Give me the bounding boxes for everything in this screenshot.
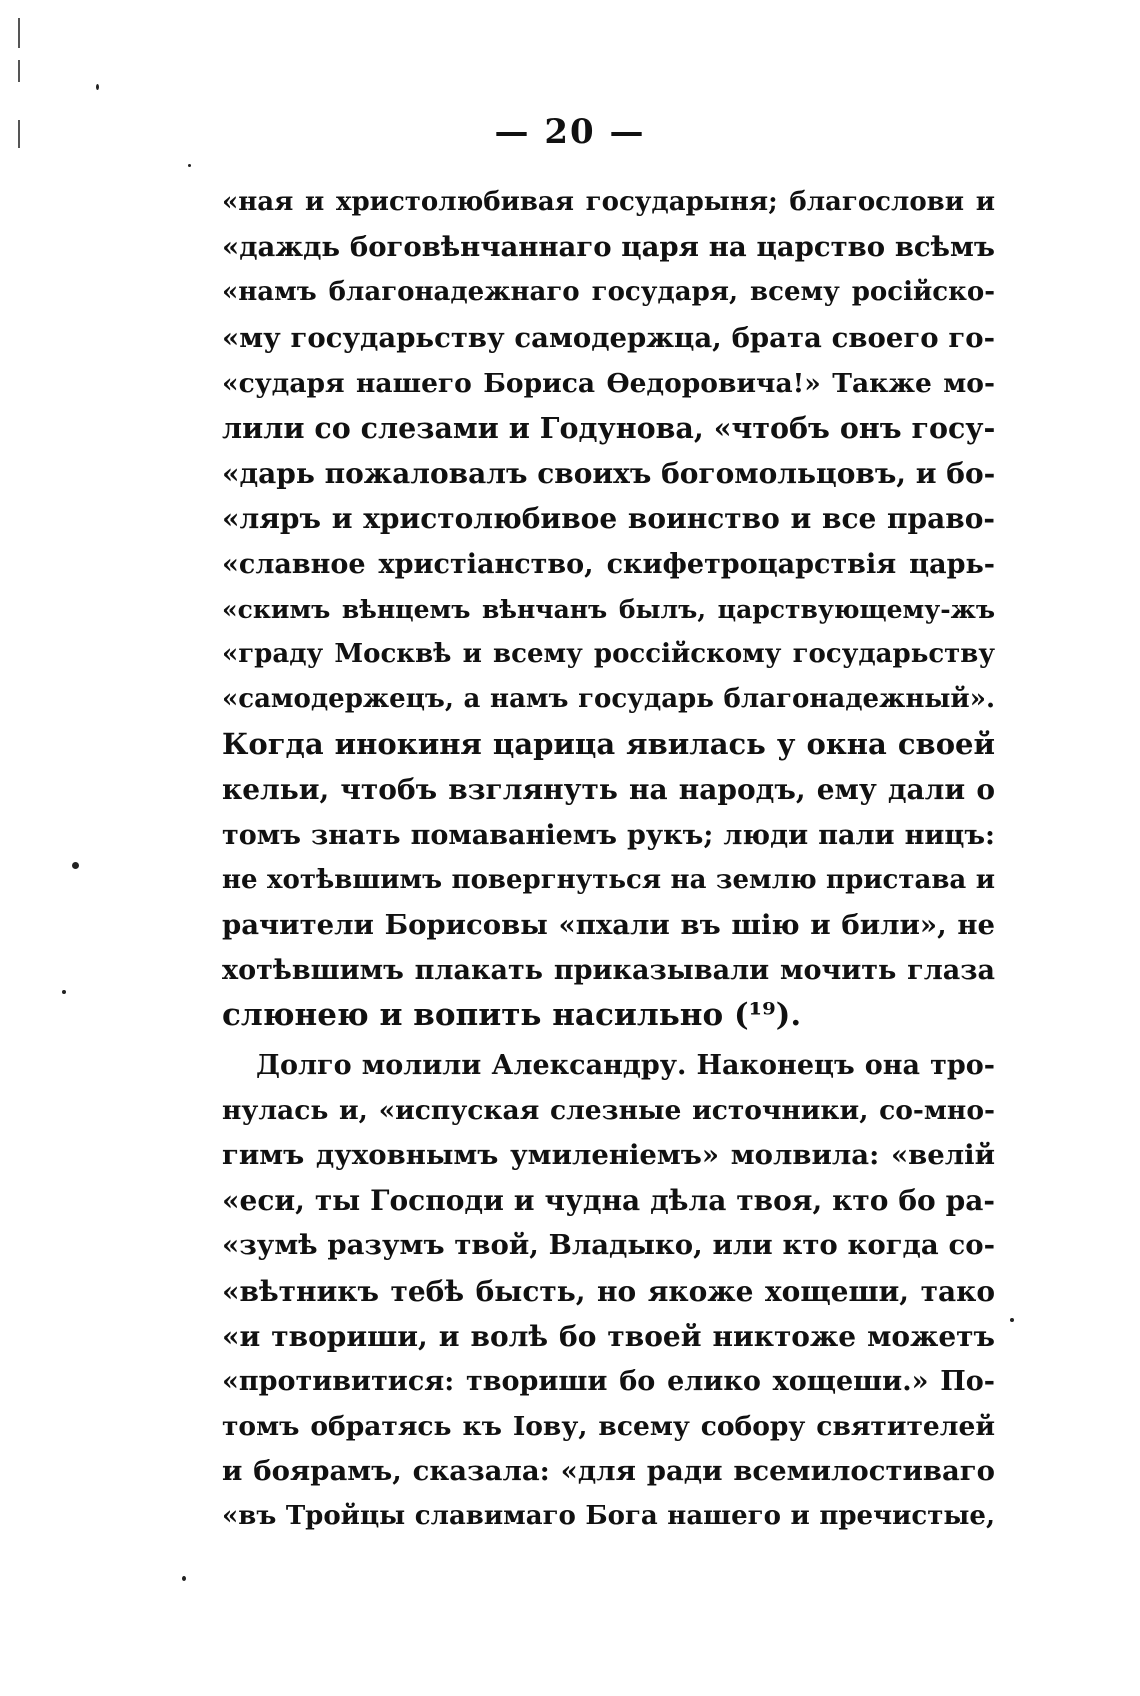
paragraph-2 <box>222 1043 995 1540</box>
text-line: «даждь боговѣнчаннаго царя на царство всѣмъ <box>222 231 995 264</box>
text-line: «ляръ и христолюбивое воинство и все право- <box>222 502 995 536</box>
text-line: «славное христіанство, скифетроцарствія царь- <box>222 548 995 580</box>
text-line: томъ обратясь къ Іову, всему собору святителей <box>222 1411 995 1443</box>
text-line: «ная и христолюбивая государыня; благослови и <box>222 187 995 217</box>
body-text <box>222 180 995 1540</box>
text-line: «вѣтникъ тебѣ бысть, но якоже хощеши, тако <box>222 1274 995 1308</box>
text-line: «еси, ты Господи и чудна дѣла твоя, кто бо ра- <box>222 1184 995 1218</box>
text-line: хотѣвшимъ плакать приказывали мочить глаза <box>222 955 995 987</box>
scan-speck <box>72 862 79 869</box>
text-line: слюнею и вопить насильно (¹⁹). <box>222 997 802 1034</box>
text-line: «сударя нашего Бориса Ѳедоровича!» Также мо- <box>222 367 995 399</box>
text-line: не хотѣвшимъ повергнуться на землю пристава и <box>222 864 995 895</box>
text-line: кельи, чтобъ взглянуть на народъ, ему дали о <box>222 773 995 807</box>
text-line: «намъ благонадежнаго государя, всему російско- <box>222 277 995 308</box>
page-number: — 20 — <box>494 112 646 152</box>
text-line: Долго молили Александру. Наконецъ она тро- <box>256 1049 995 1081</box>
scan-speck <box>182 1576 186 1581</box>
text-line: Когда инокиня царица явилась у окна своей <box>222 727 995 762</box>
text-line: «самодержецъ, а намъ государь благонадежный». <box>222 684 995 715</box>
scan-edge-mark <box>18 60 20 82</box>
text-line: рачители Борисовы «пхали въ шію и били», не <box>222 909 995 941</box>
scan-edge-mark <box>18 18 20 48</box>
text-line: «зумѣ разумъ твой, Владыко, или кто когда со- <box>222 1229 995 1262</box>
text-line: «противитися: твориши бо елико хощеши.» По- <box>222 1365 995 1397</box>
scan-speck <box>62 990 66 994</box>
text-line: «дарь пожаловалъ своихъ богомольцовъ, и бо- <box>222 457 995 491</box>
text-line: «граду Москвѣ и всему россійскому государьству <box>222 638 995 669</box>
paragraph-1 <box>222 180 995 1039</box>
text-line: лили со слезами и Годунова, «чтобъ онъ госу- <box>222 410 995 445</box>
text-line: «въ Тройцы славимаго Бога нашего и пречистые, <box>222 1501 995 1532</box>
scan-speck <box>96 84 99 90</box>
text-line: «скимъ вѣнцемъ вѣнчанъ былъ, царствующему-жъ <box>222 594 995 624</box>
text-line: томъ знать помаваніемъ рукъ; люди пали ницъ: <box>222 819 995 851</box>
scan-speck <box>188 164 191 167</box>
text-line: «му государьству самодержца, брата своего го- <box>222 321 995 354</box>
text-line: нулась и, «испуская слезные источники, со-мно- <box>222 1094 995 1126</box>
scan-speck <box>1010 1318 1014 1322</box>
text-line: и боярамъ, сказала: «для ради всемилостиваго <box>222 1455 995 1488</box>
text-line: «и твориши, и волѣ бо твоей никтоже можетъ <box>222 1319 995 1353</box>
text-line: гимъ духовнымъ умиленіемъ» молвила: «велій <box>222 1138 995 1171</box>
